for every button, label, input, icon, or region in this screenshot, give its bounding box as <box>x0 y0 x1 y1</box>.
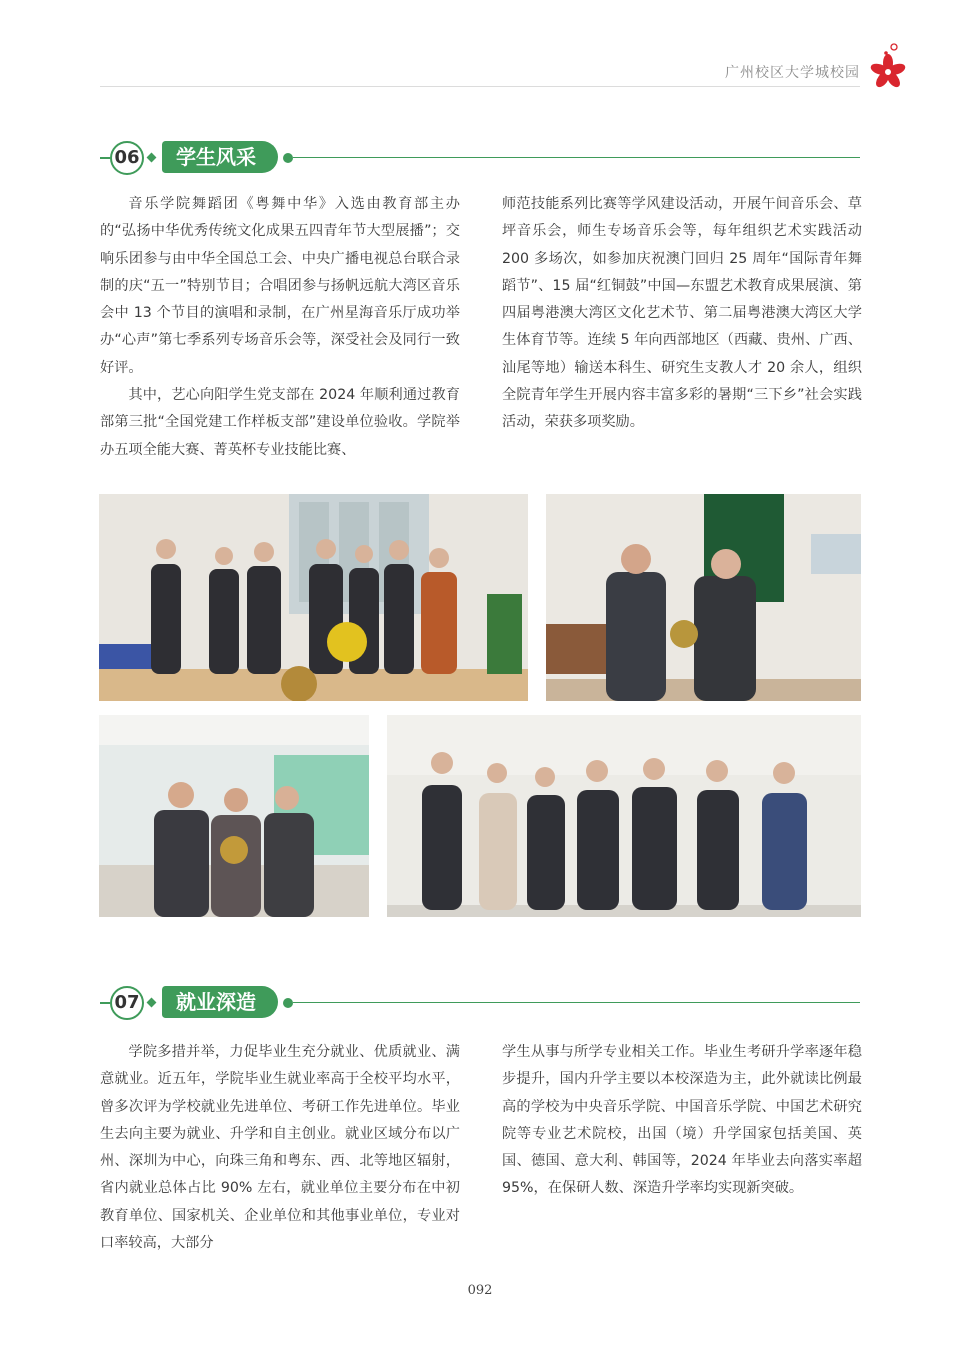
section-number: 06 <box>110 141 144 175</box>
section-title: 就业深造 <box>162 986 278 1018</box>
heading-diamond <box>147 998 157 1008</box>
section-number: 07 <box>110 986 144 1020</box>
section-07-column-right <box>502 1039 862 1203</box>
photo-plaque-exchange-lab <box>99 715 369 917</box>
section-title: 学生风采 <box>162 141 278 173</box>
header-divider <box>100 86 860 87</box>
flower-logo-icon <box>868 42 908 90</box>
paragraph: 学院多措并举，力促毕业生充分就业、优质就业、满意就业。近五年，学院毕业生就业率高于全校平均水平，曾多次评为学校就业先进单位、考研工作先进单位。毕业生去向主要为就业、升学和自主创业。就业区域分布以广州、深圳为中心，向珠三角和粤东、西、北等地区辐射，省内就业总体占比 90% 左右，就业单位主要分布在中初教育单位、国家机关、企业单位和其他事业单位，专业对口率较高，大部分 <box>100 1044 460 1252</box>
heading-line-right <box>293 1002 860 1003</box>
heading-line-right <box>293 157 860 158</box>
paragraph: 其中，艺心向阳学生党支部在 2024 年顺利通过教育部第三批“全国党建工作样板支部”建设单位验收。学院举办五项全能大赛、菁英杯专业技能比赛、 <box>100 387 460 458</box>
section-07-heading <box>100 983 860 1023</box>
paragraph: 音乐学院舞蹈团《粤舞中华》入选由教育部主办的“弘扬中华优秀传统文化成果五四青年节大型展播”；交响乐团参与由中华全国总工会、中央广播电视总台联合录制的庆“五一”特别节目；合唱团参与扬帆远航大湾区音乐会中 13 个节目的演唱和录制，在广州星海音乐厅成功举办“心声”第七季系列专场音乐会等，深受社会及同行一致好评。 <box>100 196 460 376</box>
paragraph: 学生从事与所学专业相关工作。毕业生考研升学率逐年稳步提升，国内升学主要以本校深造为主，此外就读比例最高的学校为中央音乐学院、中国音乐学院、中国艺术研究院等专业艺术院校，出国（境）升学国家包括美国、英国、德国、意大利、韩国等，2024 年毕业去向落实率超 95%，在保研人数、深造升学率均实现新突破。 <box>502 1044 862 1197</box>
group-photo-meeting-room <box>99 494 528 701</box>
heading-line-left <box>100 157 110 159</box>
group-photo-corridor <box>387 715 861 917</box>
section-06-heading <box>100 138 860 178</box>
heading-diamond <box>147 153 157 163</box>
heading-line-left <box>100 1002 110 1004</box>
heading-dot <box>283 998 293 1008</box>
section-06-column-left <box>100 191 460 464</box>
paragraph: 师范技能系列比赛等学风建设活动，开展午间音乐会、草坪音乐会，师生专场音乐会等，每年组织艺术实践活动 200 多场次，如参加庆祝澳门回归 25 周年“国际青年舞蹈节”、15 届“红铜鼓”中国—东盟艺术教育成果展演、第四届粤港澳大湾区文化艺术节、第二届粤港澳大湾区大学生体育节等。连续 5 年向西部地区（西藏、贵州、广西、汕尾等地）输送本科生、研究生支教人才 20 余人，组织全院青年学生开展内容丰富多彩的暑期“三下乡”社会实践活动，荣获多项奖励。 <box>502 196 862 431</box>
header-title: 广州校区大学城校园 <box>725 65 860 81</box>
photo-plaque-exchange-office <box>546 494 861 701</box>
page-number: 092 <box>467 1283 493 1298</box>
section-07-column-left <box>100 1039 460 1257</box>
heading-dot <box>283 153 293 163</box>
section-06-column-right <box>502 191 862 437</box>
